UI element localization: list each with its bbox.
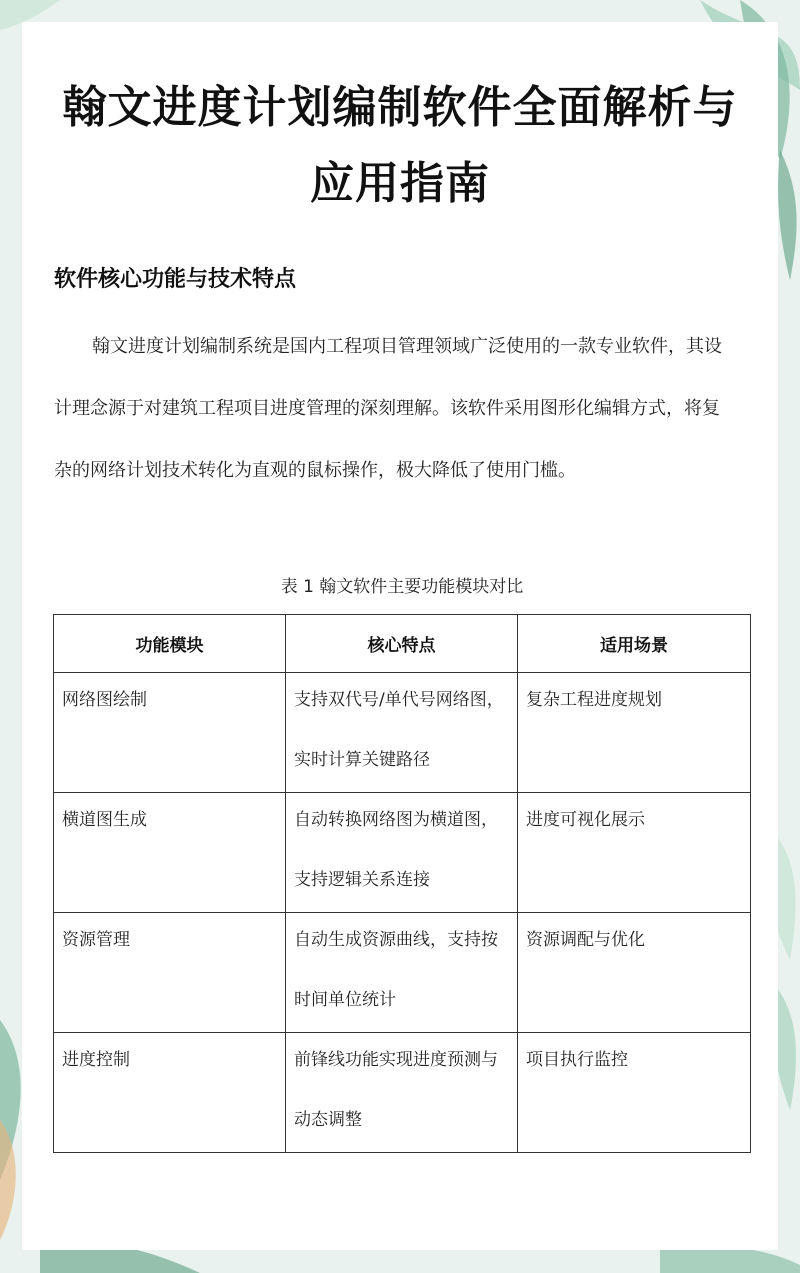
table-caption: 表 1 翰文软件主要功能模块对比 <box>280 577 524 597</box>
table-cell <box>54 913 286 1033</box>
table-cell <box>286 673 518 793</box>
cell-text: 资源管理 <box>62 930 130 950</box>
table-row <box>54 673 751 793</box>
table-header-row <box>54 615 751 673</box>
table-cell <box>518 1033 751 1153</box>
cell-text: 网络图绘制 <box>62 690 147 710</box>
cell-text: 复杂工程进度规划 <box>526 690 662 710</box>
cell-text: 前锋线功能实现进度预测与动态调整 <box>294 1050 498 1130</box>
cell-text: 自动生成资源曲线，支持按时间单位统计 <box>294 930 498 1010</box>
cell-text: 支持双代号/单代号网络图，实时计算关键路径 <box>294 690 504 770</box>
table-cell <box>54 673 286 793</box>
table-cell <box>518 673 751 793</box>
table-row <box>54 913 751 1033</box>
table-cell <box>54 1033 286 1153</box>
cell-text: 资源调配与优化 <box>526 930 645 950</box>
cell-text: 自动转换网络图为横道图，支持逻辑关系连接 <box>294 810 498 890</box>
table-row <box>54 793 751 913</box>
document-card <box>22 22 778 1250</box>
table-cell <box>286 793 518 913</box>
table-cell <box>518 913 751 1033</box>
table-cell <box>286 913 518 1033</box>
table-cell <box>518 793 751 913</box>
table-row <box>54 1033 751 1153</box>
cell-text: 进度控制 <box>62 1050 130 1070</box>
table-cell <box>286 1033 518 1153</box>
cell-text: 横道图生成 <box>62 810 147 830</box>
table-cell <box>54 793 286 913</box>
cell-text: 项目执行监控 <box>526 1050 628 1070</box>
feature-comparison-table <box>53 614 751 1153</box>
header-module: 功能模块 <box>54 615 286 673</box>
cell-text: 进度可视化展示 <box>526 810 645 830</box>
section-heading: 软件核心功能与技术特点 <box>54 267 297 292</box>
header-features: 核心特点 <box>286 615 518 673</box>
header-scenario: 适用场景 <box>518 615 751 673</box>
document-title: 翰文进度计划编制软件全面解析与应用指南 <box>62 82 738 209</box>
body-paragraph: 翰文进度计划编制系统是国内工程项目管理领域广泛使用的一款专业软件，其设计理念源于对建筑工程项目进度管理的深刻理解。该软件采用图形化编辑方式，将复杂的网络计划技术转化为直观的鼠标操作，极大降低了使用门槛。 <box>54 336 722 481</box>
